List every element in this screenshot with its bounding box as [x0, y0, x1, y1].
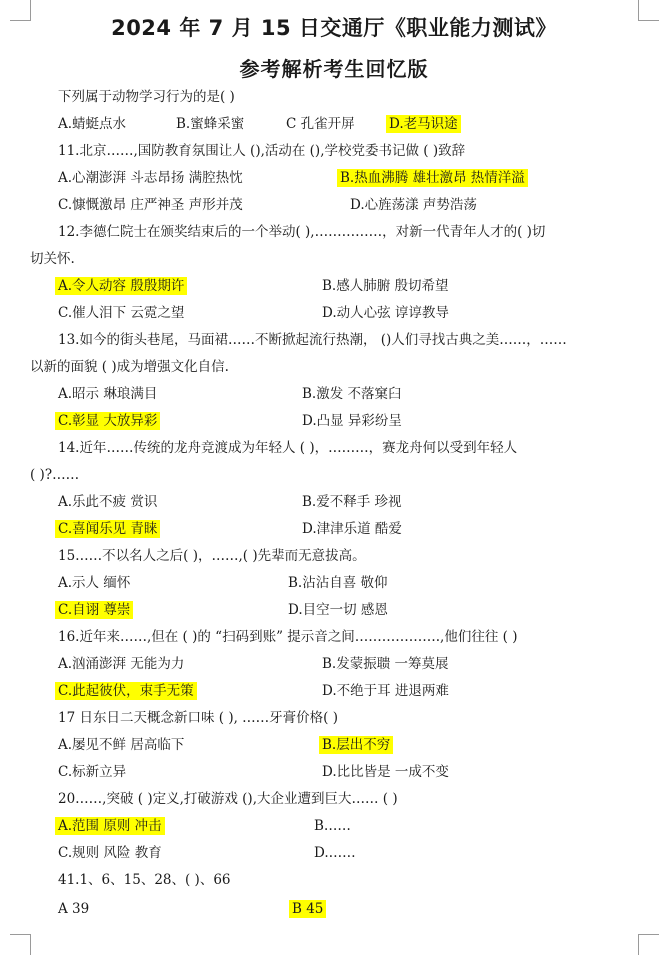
option-14-a: A.乐此不疲 赏识 [58, 494, 158, 510]
option-17-a: A.屡见不鲜 居高临下 [58, 737, 185, 753]
option-14-c-answer: C.喜闻乐见 青睐 [55, 520, 160, 538]
option-12-b: B.感人肺腑 殷切希望 [322, 278, 449, 294]
option-16-d: D.不绝于耳 进退两难 [322, 683, 449, 699]
option-intro-b: B.蜜蜂采蜜 [176, 116, 245, 132]
option-41-a: A 39 [58, 901, 90, 917]
option-16-a: A.汹涌澎湃 无能为力 [58, 656, 185, 672]
option-13-a: A.昭示 琳琅满目 [58, 386, 158, 402]
option-17-c: C.标新立异 [58, 764, 127, 780]
document-title: 2024 年 7 月 15 日交通厅《职业能力测试》 [111, 16, 557, 40]
option-20-b: B…… [314, 818, 351, 834]
page-corner-mark-bottom-right [638, 934, 659, 955]
question-15: 15……不以名人之后( )，……,( )先辈而无意拔高。 [58, 548, 366, 564]
option-12-a-answer: A.令人动容 殷殷期许 [55, 277, 187, 295]
option-13-b: B.激发 不落窠臼 [302, 386, 402, 402]
page-corner-mark-bottom-left [10, 934, 31, 955]
option-20-c: C.规则 风险 教育 [58, 845, 162, 861]
option-intro-a: A.蜻蜓点水 [58, 116, 127, 132]
option-15-d: D.目空一切 感恩 [288, 602, 388, 618]
option-11-d: D.心旌荡漾 声势浩荡 [350, 197, 477, 213]
question-13: 13.如今的街头巷尾，马面裙……不断掀起流行热潮， ()人们寻找古典之美……，…… [58, 332, 567, 348]
question-16: 16.近年来……,但在 ( )的 “扫码到账” 提示音之间……………….,他们往往 ( ) [58, 629, 518, 645]
option-20-d: D.…… [314, 845, 356, 861]
option-12-d: D.动人心弦 谆谆教导 [322, 305, 449, 321]
question-intro: 下列属于动物学习行为的是( ) [58, 89, 235, 105]
option-14-b: B.爱不释手 珍视 [302, 494, 402, 510]
question-17: 17 日东日二天概念新口味 ( ), ……牙膏价格( ) [58, 710, 338, 726]
option-intro-d-answer: D.老马识途 [386, 115, 461, 133]
question-41: 41.1、6、15、28、( )、66 [58, 872, 231, 888]
option-20-a-answer: A.范围 原则 冲击 [55, 817, 165, 835]
option-11-b-answer: B.热血沸腾 雄壮激昂 热情洋溢 [337, 169, 528, 187]
document-subtitle: 参考解析考生回忆版 [239, 57, 429, 81]
option-16-c-answer: C.此起彼伏，束手无策 [55, 682, 197, 700]
option-14-d: D.津津乐道 酷爱 [302, 521, 402, 537]
option-13-c-answer: C.彰显 大放异彩 [55, 412, 160, 430]
question-20: 20……,突破 ( )定义,打破游戏 (),大企业遭到巨大…… ( ) [58, 791, 398, 807]
question-12-continued: 切关怀. [30, 251, 75, 267]
question-14: 14.近年……传统的龙舟竞渡成为年轻人 ( )，………，赛龙舟何以受到年轻人 [58, 440, 518, 456]
option-13-d: D.凸显 异彩纷呈 [302, 413, 402, 429]
option-15-c-answer: C.自诩 尊崇 [55, 601, 133, 619]
option-17-d: D.比比皆是 一成不变 [322, 764, 449, 780]
option-17-b-answer: B.层出不穷 [319, 736, 393, 754]
option-16-b: B.发蒙振聩 一筹莫展 [322, 656, 449, 672]
question-11: 11.北京……,国防教育氛围让人 (),活动在 (),学校党委书记做 ( )致辞 [58, 143, 466, 159]
question-14-continued: ( )?…… [30, 467, 80, 483]
option-15-b: B.沾沾自喜 敬仰 [288, 575, 388, 591]
option-11-a: A.心潮澎湃 斗志昂扬 满腔热忱 [58, 170, 243, 186]
question-13-continued: 以新的面貌 ( )成为增强文化自信. [30, 359, 229, 375]
option-12-c: C.催人泪下 云霓之望 [58, 305, 185, 321]
option-41-b-answer: B 45 [289, 900, 326, 918]
question-12: 12.李德仁院士在颁奖结束后的一个举动( ),……………，对新一代青年人才的( )切 [58, 224, 546, 240]
option-11-c: C.慷慨激昂 庄严神圣 声形并茂 [58, 197, 243, 213]
option-15-a: A.示人 缅怀 [58, 575, 131, 591]
option-intro-c: C 孔雀开屏 [286, 116, 355, 132]
